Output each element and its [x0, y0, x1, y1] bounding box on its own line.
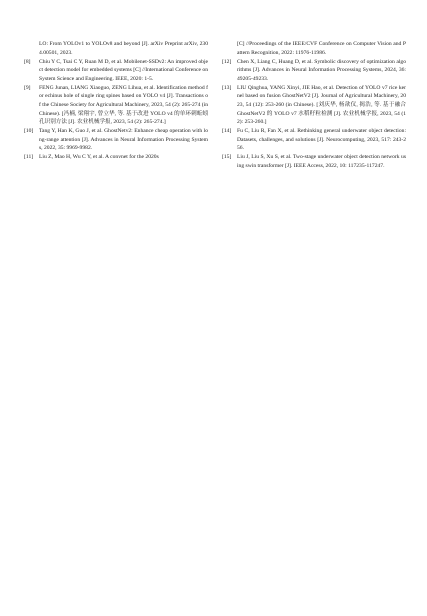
- reference-number: [11]: [24, 154, 34, 161]
- reference-text: [C] //Proceedings of the IEEE/CVF Conference on Computer Vision and Pattern Recognition, 2022: 11976-11986.: [237, 41, 406, 56]
- reference-text: FENG Junan, LIANG Xiaoguo, ZENG Lihua, et al. Identification method for echinus hole of single ring spines based on YOLO v4 [J]. Transactions of the Chinese Society for Agricultural Machinery, 2023, 54 (2): 265-274 (in Chinese). [冯楠, 梁翔宇, 曾立华, 等. 基于改进 YOLO v4 的单环刺蚯蚓孔识别方法 [J]. 农业机械学报, 2023, 54 (2): 265-274.]: [39, 84, 208, 126]
- references-column-left: [24, 40, 208, 162]
- reference-13: [222, 84, 406, 127]
- reference-9: [24, 84, 208, 127]
- reference-number: [10]: [24, 128, 34, 135]
- reference-number: [12]: [222, 58, 232, 65]
- reference-11-continuation: [222, 40, 406, 57]
- reference-14: [222, 127, 406, 153]
- references-column-right: [222, 40, 406, 171]
- reference-number: [14]: [222, 128, 232, 135]
- reference-8: [24, 58, 208, 84]
- reference-number: [8]: [24, 58, 31, 65]
- reference-number: [13]: [222, 84, 232, 91]
- reference-12: [222, 58, 406, 84]
- reference-10: [24, 127, 208, 153]
- reference-number: [15]: [222, 154, 232, 161]
- reference-text: Fu C, Liu R, Fan X, et al. Rethinking general underwater object detection: Datasets, challenges, and solutions [J]. Neurocomputing, 2023, 517: 243-256.: [237, 128, 406, 152]
- reference-11: [24, 153, 208, 162]
- reference-text: Liu Z, Mao H, Wu C Y, et al. A convnet for the 2020s: [39, 154, 159, 161]
- reference-text: LO: From YOLOv1 to YOLOv8 and beyond [J]. arXiv Preprint arXiv, 2304.00501, 2023.: [39, 41, 208, 56]
- reference-text: LIU Qinghua, YANG Xinyi, JIE Hao, et al. Detection of YOLO v7 rice kernel based on fusion GhostNetV2 [J]. Journal of Agricultural Machinery, 2023, 54 (12): 253-260 (in Chinese). [刘庆华, 杨歆仪, 揭浩, 等. 基于融合 GhostNetV2 的 YOLO v7 水稻籽粒检测 [J]. 农业机械学报, 2023, 54 (12): 253-260.]: [237, 84, 406, 126]
- reference-text: Chen X, Liang C, Huang D, et al. Symbolic discovery of optimization algorithms [J]. Advances in Neural Information Processing Systems, 2024, 36: 49205-49233.: [237, 58, 406, 82]
- reference-text: Tang Y, Han K, Guo J, et al. GhostNetv2: Enhance cheap operation with long-range attention [J]. Advances in Neural Information Processing Systems, 2022, 35: 9969-9982.: [39, 128, 208, 152]
- reference-text: Liu J, Liu S, Xu S, et al. Two-stage underwater object detection network using swin transformer [J]. IEEE Access, 2022, 10: 117235-117247.: [237, 154, 406, 169]
- reference-7-continuation: [24, 40, 208, 57]
- reference-text: Chiu Y C, Tsai C Y, Ruan M D, et al. Mobilenet-SSDv2: An improved object detection model for embedded systems [C] //International Conference on System Science and Engineering. IEEE, 2020: 1-5.: [39, 58, 208, 82]
- reference-number: [9]: [24, 84, 31, 91]
- reference-15: [222, 153, 406, 170]
